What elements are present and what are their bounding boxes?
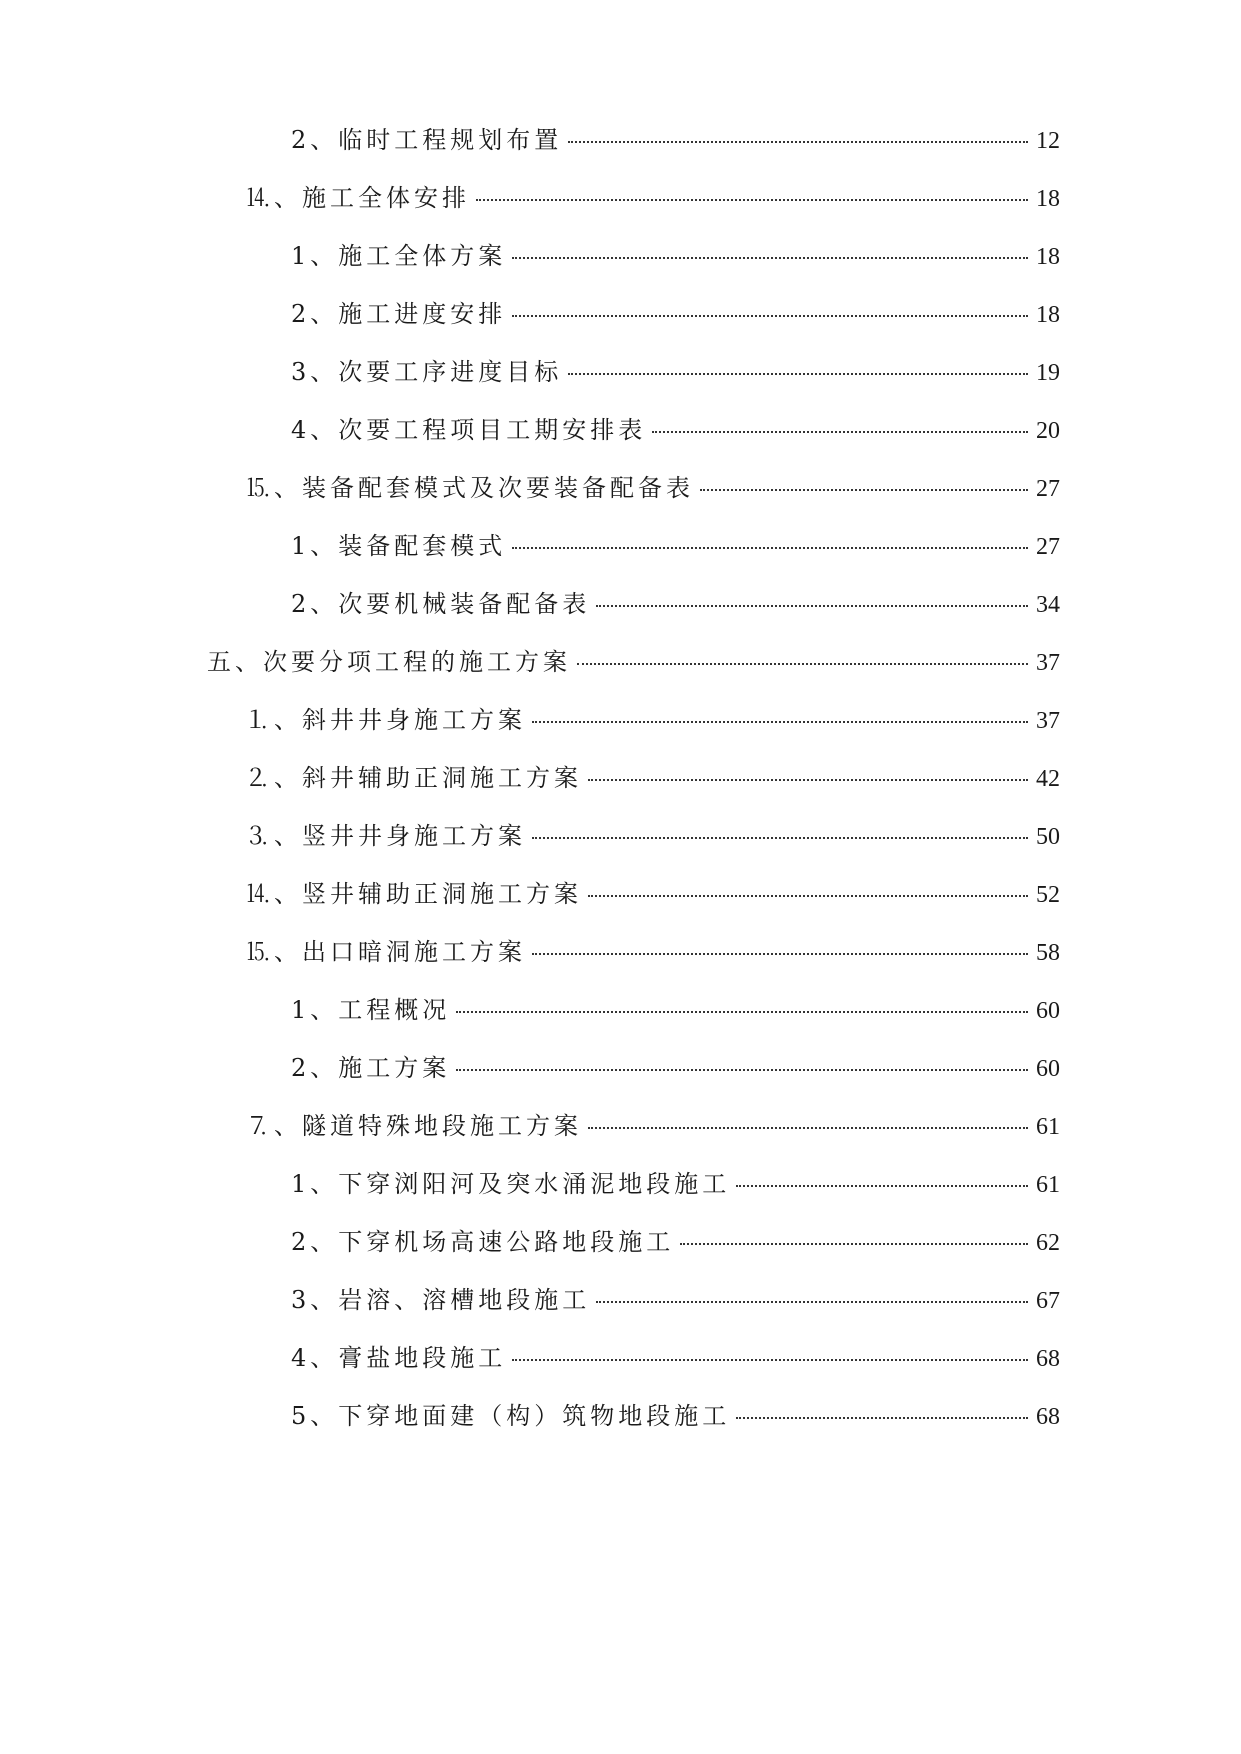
toc-entry-page: 42 <box>1036 766 1060 792</box>
toc-dot-leader <box>456 1010 1028 1013</box>
toc-entry-page: 67 <box>1036 1288 1060 1314</box>
toc-dot-leader <box>456 1068 1028 1071</box>
toc-entry[interactable] <box>291 990 1060 1030</box>
toc-entry-page: 12 <box>1036 128 1060 154</box>
toc-dot-leader <box>512 314 1028 317</box>
toc-entry-title: 2、下穿机场高速公路地段施工 <box>291 1228 675 1256</box>
toc-entry-title: 1、施工全体方案 <box>291 242 507 270</box>
toc-entry[interactable] <box>246 874 1060 914</box>
toc-entry-title: ⒈、斜井井身施工方案 <box>246 706 526 734</box>
toc-dot-leader <box>532 952 1028 955</box>
toc-entry-page: 18 <box>1036 302 1060 328</box>
toc-entry[interactable] <box>246 932 1060 972</box>
toc-entry-title: 五、次要分项工程的施工方案 <box>207 648 571 676</box>
toc-dot-leader <box>588 1126 1028 1129</box>
toc-dot-leader <box>588 778 1028 781</box>
toc-dot-leader <box>512 1358 1028 1361</box>
toc-entry[interactable] <box>246 816 1060 856</box>
toc-entry-page: 60 <box>1036 1056 1060 1082</box>
toc-entry[interactable] <box>246 700 1060 740</box>
toc-dot-leader <box>476 198 1028 201</box>
toc-entry-page: 50 <box>1036 824 1060 850</box>
toc-entry-title: ⒖、出口暗洞施工方案 <box>246 938 526 966</box>
toc-entry-page: 60 <box>1036 998 1060 1024</box>
toc-entry-title: ⒖、装备配套模式及次要装备配备表 <box>246 474 694 502</box>
toc-entry-page: 62 <box>1036 1230 1060 1256</box>
toc-entry[interactable] <box>291 1164 1060 1204</box>
toc-entry[interactable] <box>291 120 1060 160</box>
toc-entry-title: 1、下穿浏阳河及突水涌泥地段施工 <box>291 1170 731 1198</box>
toc-entry[interactable] <box>291 236 1060 276</box>
toc-entry-page: 58 <box>1036 940 1060 966</box>
toc-entry-page: 37 <box>1036 650 1060 676</box>
toc-entry-page: 68 <box>1036 1346 1060 1372</box>
toc-entry-title: ⒕、竖井辅助正洞施工方案 <box>246 880 582 908</box>
toc-dot-leader <box>652 430 1028 433</box>
toc-entry-page: 27 <box>1036 534 1060 560</box>
toc-entry-title: 2、施工方案 <box>291 1054 451 1082</box>
toc-entry[interactable] <box>291 1048 1060 1088</box>
toc-entry[interactable] <box>246 178 1060 218</box>
toc-entry-page: 27 <box>1036 476 1060 502</box>
toc-dot-leader <box>736 1416 1028 1419</box>
toc-dot-leader <box>568 372 1028 375</box>
toc-entry-title: ⒎、隧道特殊地段施工方案 <box>246 1112 582 1140</box>
toc-dot-leader <box>588 894 1028 897</box>
toc-entry[interactable] <box>291 294 1060 334</box>
toc-entry[interactable] <box>207 642 1060 682</box>
toc-dot-leader <box>736 1184 1028 1187</box>
toc-dot-leader <box>568 140 1028 143</box>
toc-dot-leader <box>596 604 1028 607</box>
toc-dot-leader <box>512 256 1028 259</box>
toc-dot-leader <box>532 836 1028 839</box>
toc-entry[interactable] <box>291 410 1060 450</box>
toc-dot-leader <box>577 662 1028 665</box>
toc-entry-page: 18 <box>1036 244 1060 270</box>
toc-entry-page: 61 <box>1036 1172 1060 1198</box>
toc-entry-title: 2、次要机械装备配备表 <box>291 590 591 618</box>
toc-dot-leader <box>596 1300 1028 1303</box>
toc-dot-leader <box>680 1242 1028 1245</box>
toc-entry[interactable] <box>246 758 1060 798</box>
toc-entry-page: 19 <box>1036 360 1060 386</box>
toc-dot-leader <box>532 720 1028 723</box>
toc-entry-title: 5、下穿地面建（构）筑物地段施工 <box>291 1402 731 1430</box>
toc-entry-title: 3、岩溶、溶槽地段施工 <box>291 1286 591 1314</box>
toc-entry-title: 4、膏盐地段施工 <box>291 1344 507 1372</box>
toc-entry-title: 1、装备配套模式 <box>291 532 507 560</box>
toc-entry[interactable] <box>291 352 1060 392</box>
toc-entry[interactable] <box>246 1106 1060 1146</box>
toc-entry[interactable] <box>291 526 1060 566</box>
toc-entry-page: 68 <box>1036 1404 1060 1430</box>
toc-entry-title: 2、临时工程规划布置 <box>291 126 563 154</box>
toc-entry-page: 52 <box>1036 882 1060 908</box>
toc-dot-leader <box>512 546 1028 549</box>
toc-entry[interactable] <box>291 1222 1060 1262</box>
toc-entry-title: ⒉、斜井辅助正洞施工方案 <box>246 764 582 792</box>
toc-entry-title: ⒊、竖井井身施工方案 <box>246 822 526 850</box>
toc-entry-title: 2、施工进度安排 <box>291 300 507 328</box>
toc-entry[interactable] <box>291 1280 1060 1320</box>
toc-entry-page: 61 <box>1036 1114 1060 1140</box>
toc-entry-page: 34 <box>1036 592 1060 618</box>
toc-entry[interactable] <box>291 1396 1060 1436</box>
toc-entry-title: ⒕、施工全体安排 <box>246 184 470 212</box>
toc-dot-leader <box>700 488 1028 491</box>
toc-entry-page: 20 <box>1036 418 1060 444</box>
toc-entry[interactable] <box>291 1338 1060 1378</box>
toc-entry-title: 3、次要工序进度目标 <box>291 358 563 386</box>
toc-entry-page: 18 <box>1036 186 1060 212</box>
toc-entry-title: 4、次要工程项目工期安排表 <box>291 416 647 444</box>
toc-entry-title: 1、工程概况 <box>291 996 451 1024</box>
toc-entry[interactable] <box>246 468 1060 508</box>
toc-entry-page: 37 <box>1036 708 1060 734</box>
toc-entry[interactable] <box>291 584 1060 624</box>
